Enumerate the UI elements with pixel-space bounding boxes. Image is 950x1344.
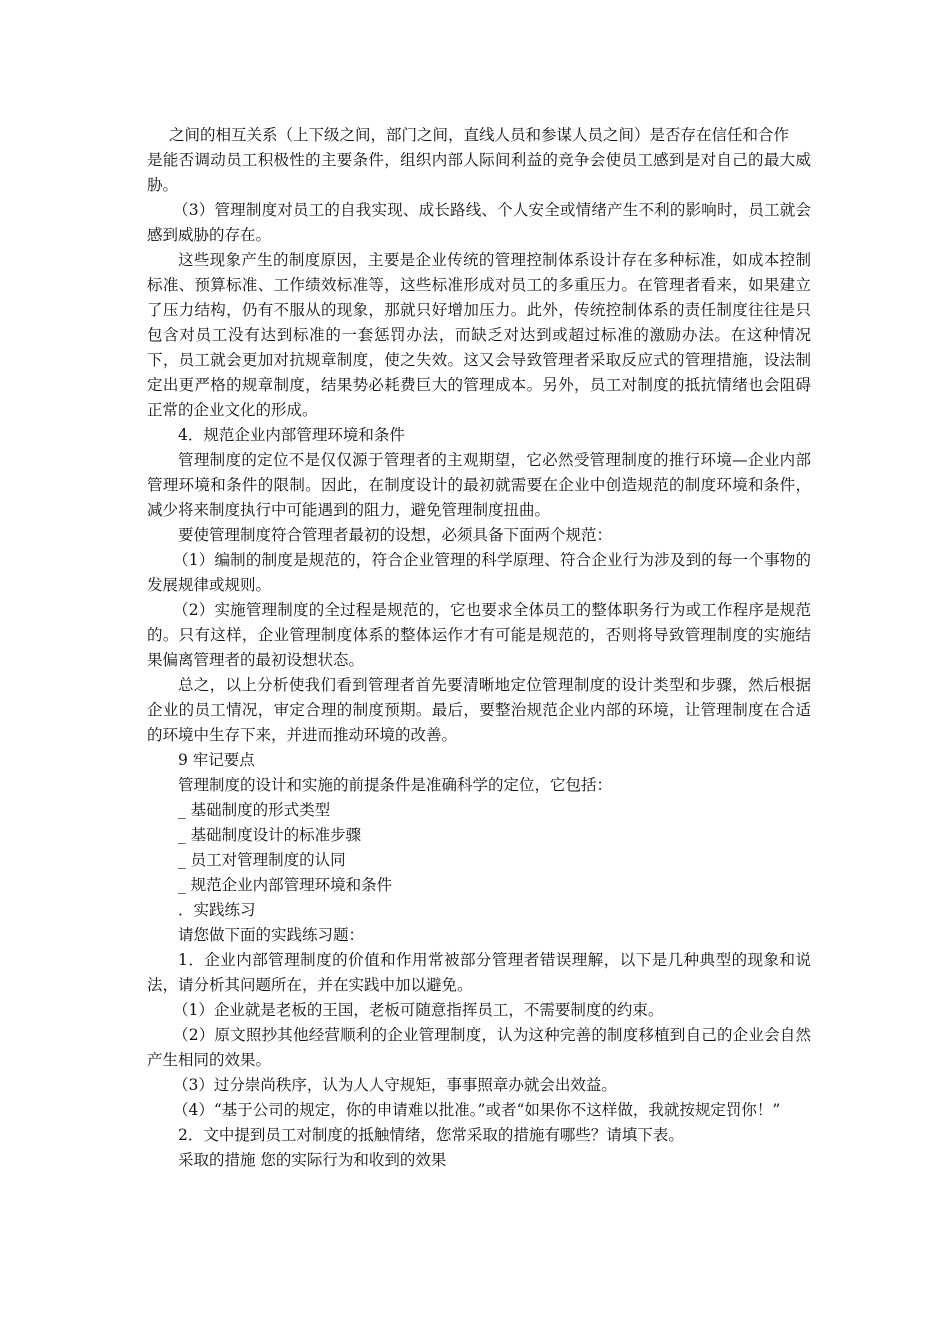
exercise-2: 2．文中提到员工对制度的抵触情绪，您常采取的措施有哪些？请填下表。: [178, 1126, 684, 1144]
key-points-intro: 管理制度的设计和实施的前提条件是准确科学的定位，它包括：: [178, 776, 613, 794]
exercise-1: 1．企业内部管理制度的价值和作用常被部分管理者错误理解，以下是几种典型的现象和说法，请分析其问题所在，并在实践中加以避免。: [147, 951, 811, 994]
key-points-heading: 9 牢记要点: [178, 751, 255, 769]
key-point-item: _ 基础制度的形式类型: [178, 801, 331, 819]
paragraph-item-3-threat: （3）管理制度对员工的自我实现、成长路线、个人安全或情绪产生不利的影响时，员工就会感到威胁的存在。: [147, 201, 811, 244]
paragraph-motivation-condition: 是能否调动员工积极性的主要条件，组织内部人际间利益的竞争会使员工感到是对自己的最大威胁。: [147, 151, 811, 194]
paragraph-environment-positioning: 管理制度的定位不是仅仅源于管理者的主观期望，它必然受管理制度的推行环境—企业内部管理环境和条件的限制。因此，在制度设计的最初就需要在企业中创造规范的制度环境和条件，减少将来制度执行中可能遇到的阻力，避免管理制度扭曲。: [147, 451, 811, 519]
paragraph-system-causes: 这些现象产生的制度原因，主要是企业传统的管理控制体系设计存在多种标准，如成本控制标准、预算标准、工作绩效标准等，这些标准形成对员工的多重压力。在管理者看来，如果建立了压力结构，仍有不服从的现象，那就只好增加压力。此外，传统控制体系的责任制度往往是只包含对员工没有达到标准的一套惩罚办法，而缺乏对达到或超过标准的激励办法。在这种情况下，员工就会更加对抗规章制度，使之失效。这又会导致管理者采取反应式的管理措施，设法制定出更严格的规章制度，结果势必耗费巨大的管理成本。另外，员工对制度的抵抗情绪也会阻碍正常的企业文化的形成。: [147, 251, 811, 419]
paragraph-summary: 总之，以上分析使我们看到管理者首先要清晰地定位管理制度的设计类型和步骤，然后根据企业的员工情况，审定合理的制度预期。最后，要整治规范企业内部的环境，让管理制度在合适的环境中生存下来，并进而推动环境的改善。: [147, 676, 811, 744]
paragraph-norm-1: （1）编制的制度是规范的，符合企业管理的科学原理、符合企业行为涉及到的每一个事物的发展规律或规则。: [147, 551, 811, 594]
exercise-1-item-3: （3）过分崇尚秩序，认为人人守规矩，事事照章办就会出效益。: [173, 1076, 617, 1094]
key-point-item: _ 规范企业内部管理环境和条件: [178, 876, 393, 894]
paragraph-two-norms-intro: 要使管理制度符合管理者最初的设想，必须具备下面两个规范：: [178, 526, 613, 544]
key-point-item: _ 基础制度设计的标准步骤: [178, 826, 362, 844]
paragraph-relationship-trust: 之间的相互关系（上下级之间，部门之间，直线人员和参谋人员之间）是否存在信任和合作: [168, 126, 789, 144]
paragraph-norm-2: （2）实施管理制度的全过程是规范的，它也要求全体员工的整体职务行为或工作程序是规范的。只有这样，企业管理制度体系的整体运作才有可能是规范的，否则将导致管理制度的实施结果偏离管理者的最初设想状态。: [147, 601, 811, 669]
exercise-1-item-1: （1）企业就是老板的王国，老板可随意指挥员工，不需要制度的约束。: [173, 1001, 664, 1019]
practice-intro: 请您做下面的实践练习题：: [178, 926, 365, 944]
practice-heading: ．实践练习: [178, 901, 256, 919]
document-page: [147, 123, 811, 1173]
exercise-1-item-4: （4）“基于公司的规定，你的申请难以批准。”或者“如果你不这样做，我就按规定罚你！”: [173, 1101, 781, 1119]
exercise-1-item-2: （2）原文照抄其他经营顺利的企业管理制度，认为这种完善的制度移植到自己的企业会自然产生相同的效果。: [147, 1026, 811, 1069]
section-heading-4: 4．规范企业内部管理环境和条件: [178, 426, 405, 444]
key-point-item: _ 员工对管理制度的认同: [178, 851, 346, 869]
table-header-line: 采取的措施 您的实际行为和收到的效果: [178, 1151, 447, 1169]
